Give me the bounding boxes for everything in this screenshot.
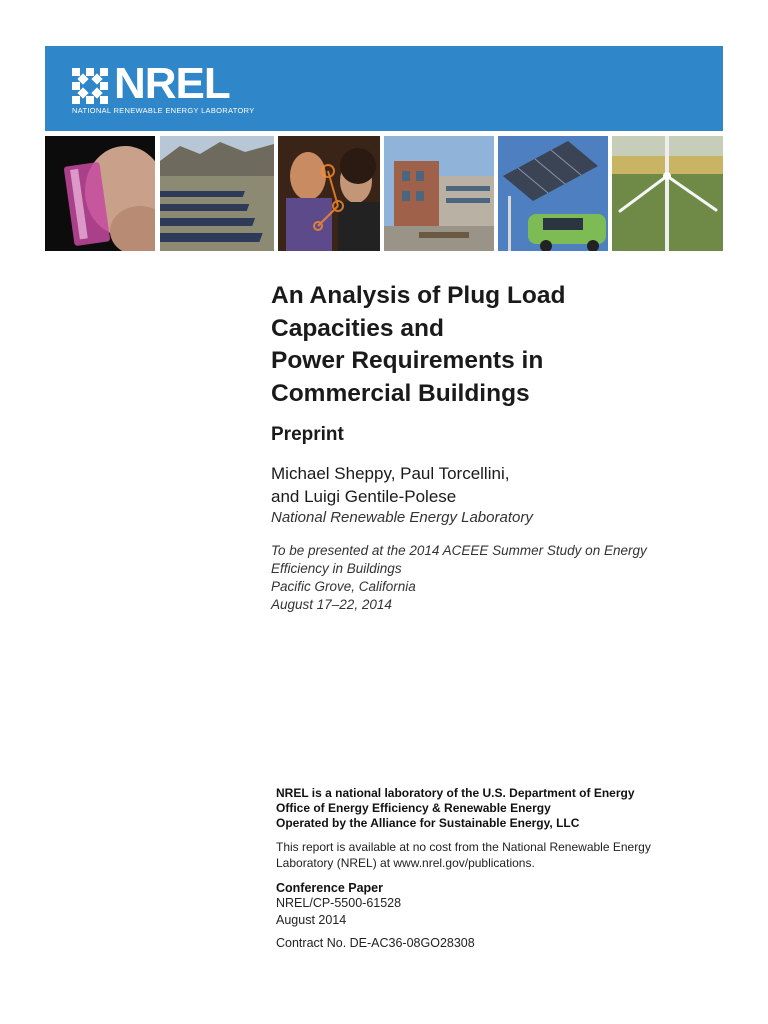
- document-title: [271, 280, 711, 410]
- logo-subtitle: NATIONAL RENEWABLE ENERGY LABORATORY: [72, 106, 255, 115]
- photo-building: [384, 136, 494, 251]
- lab-line: Office of Energy Efficiency & Renewable Energy: [276, 801, 551, 815]
- title-line: Commercial Buildings: [271, 379, 530, 407]
- event-line: August 17–22, 2014: [271, 597, 392, 612]
- document-subtitle: Preprint: [271, 424, 344, 445]
- photo-hand-vial: [45, 136, 155, 251]
- title-line: An Analysis of Plug Load: [271, 282, 566, 309]
- title-block: [271, 280, 711, 614]
- lab-line: Operated by the Alliance for Sustainable Energy, LLC: [276, 816, 580, 830]
- event-info: [271, 542, 711, 614]
- report-number: NREL/CP-5500-61528: [276, 896, 402, 910]
- authors: [271, 462, 711, 508]
- photo-strip: [45, 136, 723, 251]
- event-line: Efficiency in Buildings: [271, 561, 402, 576]
- authors-line: and Luigi Gentile-Polese: [271, 487, 457, 506]
- nrel-logo: [72, 59, 262, 116]
- availability-statement: [276, 840, 706, 871]
- photo-wind-turbine: [612, 136, 723, 251]
- logo-wordmark: NREL: [114, 59, 230, 108]
- event-line: Pacific Grove, California: [271, 579, 416, 594]
- event-line: To be presented at the 2014 ACEEE Summer Study on Energy: [271, 543, 647, 558]
- affiliation: National Renewable Energy Laboratory: [271, 509, 533, 526]
- photo-solar-carport-car: [498, 136, 608, 251]
- availability-line: This report is available at no cost from the National Renewable Energy: [276, 840, 651, 854]
- lab-statement: [276, 786, 706, 831]
- availability-line: Laboratory (NREL) at www.nrel.gov/publications.: [276, 855, 535, 870]
- lab-line: NREL is a national laboratory of the U.S. Department of Energy: [276, 786, 635, 800]
- authors-line: Michael Sheppy, Paul Torcellini,: [271, 464, 510, 483]
- photo-solar-field: [160, 136, 274, 251]
- title-line: Power Requirements in: [271, 347, 544, 374]
- header-banner: [45, 46, 723, 131]
- photo-researchers: [278, 136, 380, 251]
- report-date: August 2014: [276, 912, 347, 927]
- footer-block: [276, 786, 706, 950]
- contract-number: Contract No. DE-AC36-08GO28308: [276, 936, 475, 950]
- nrel-logo-mark-icon: [72, 68, 108, 104]
- paper-type: Conference Paper: [276, 881, 383, 895]
- title-line: Capacities and: [271, 314, 444, 342]
